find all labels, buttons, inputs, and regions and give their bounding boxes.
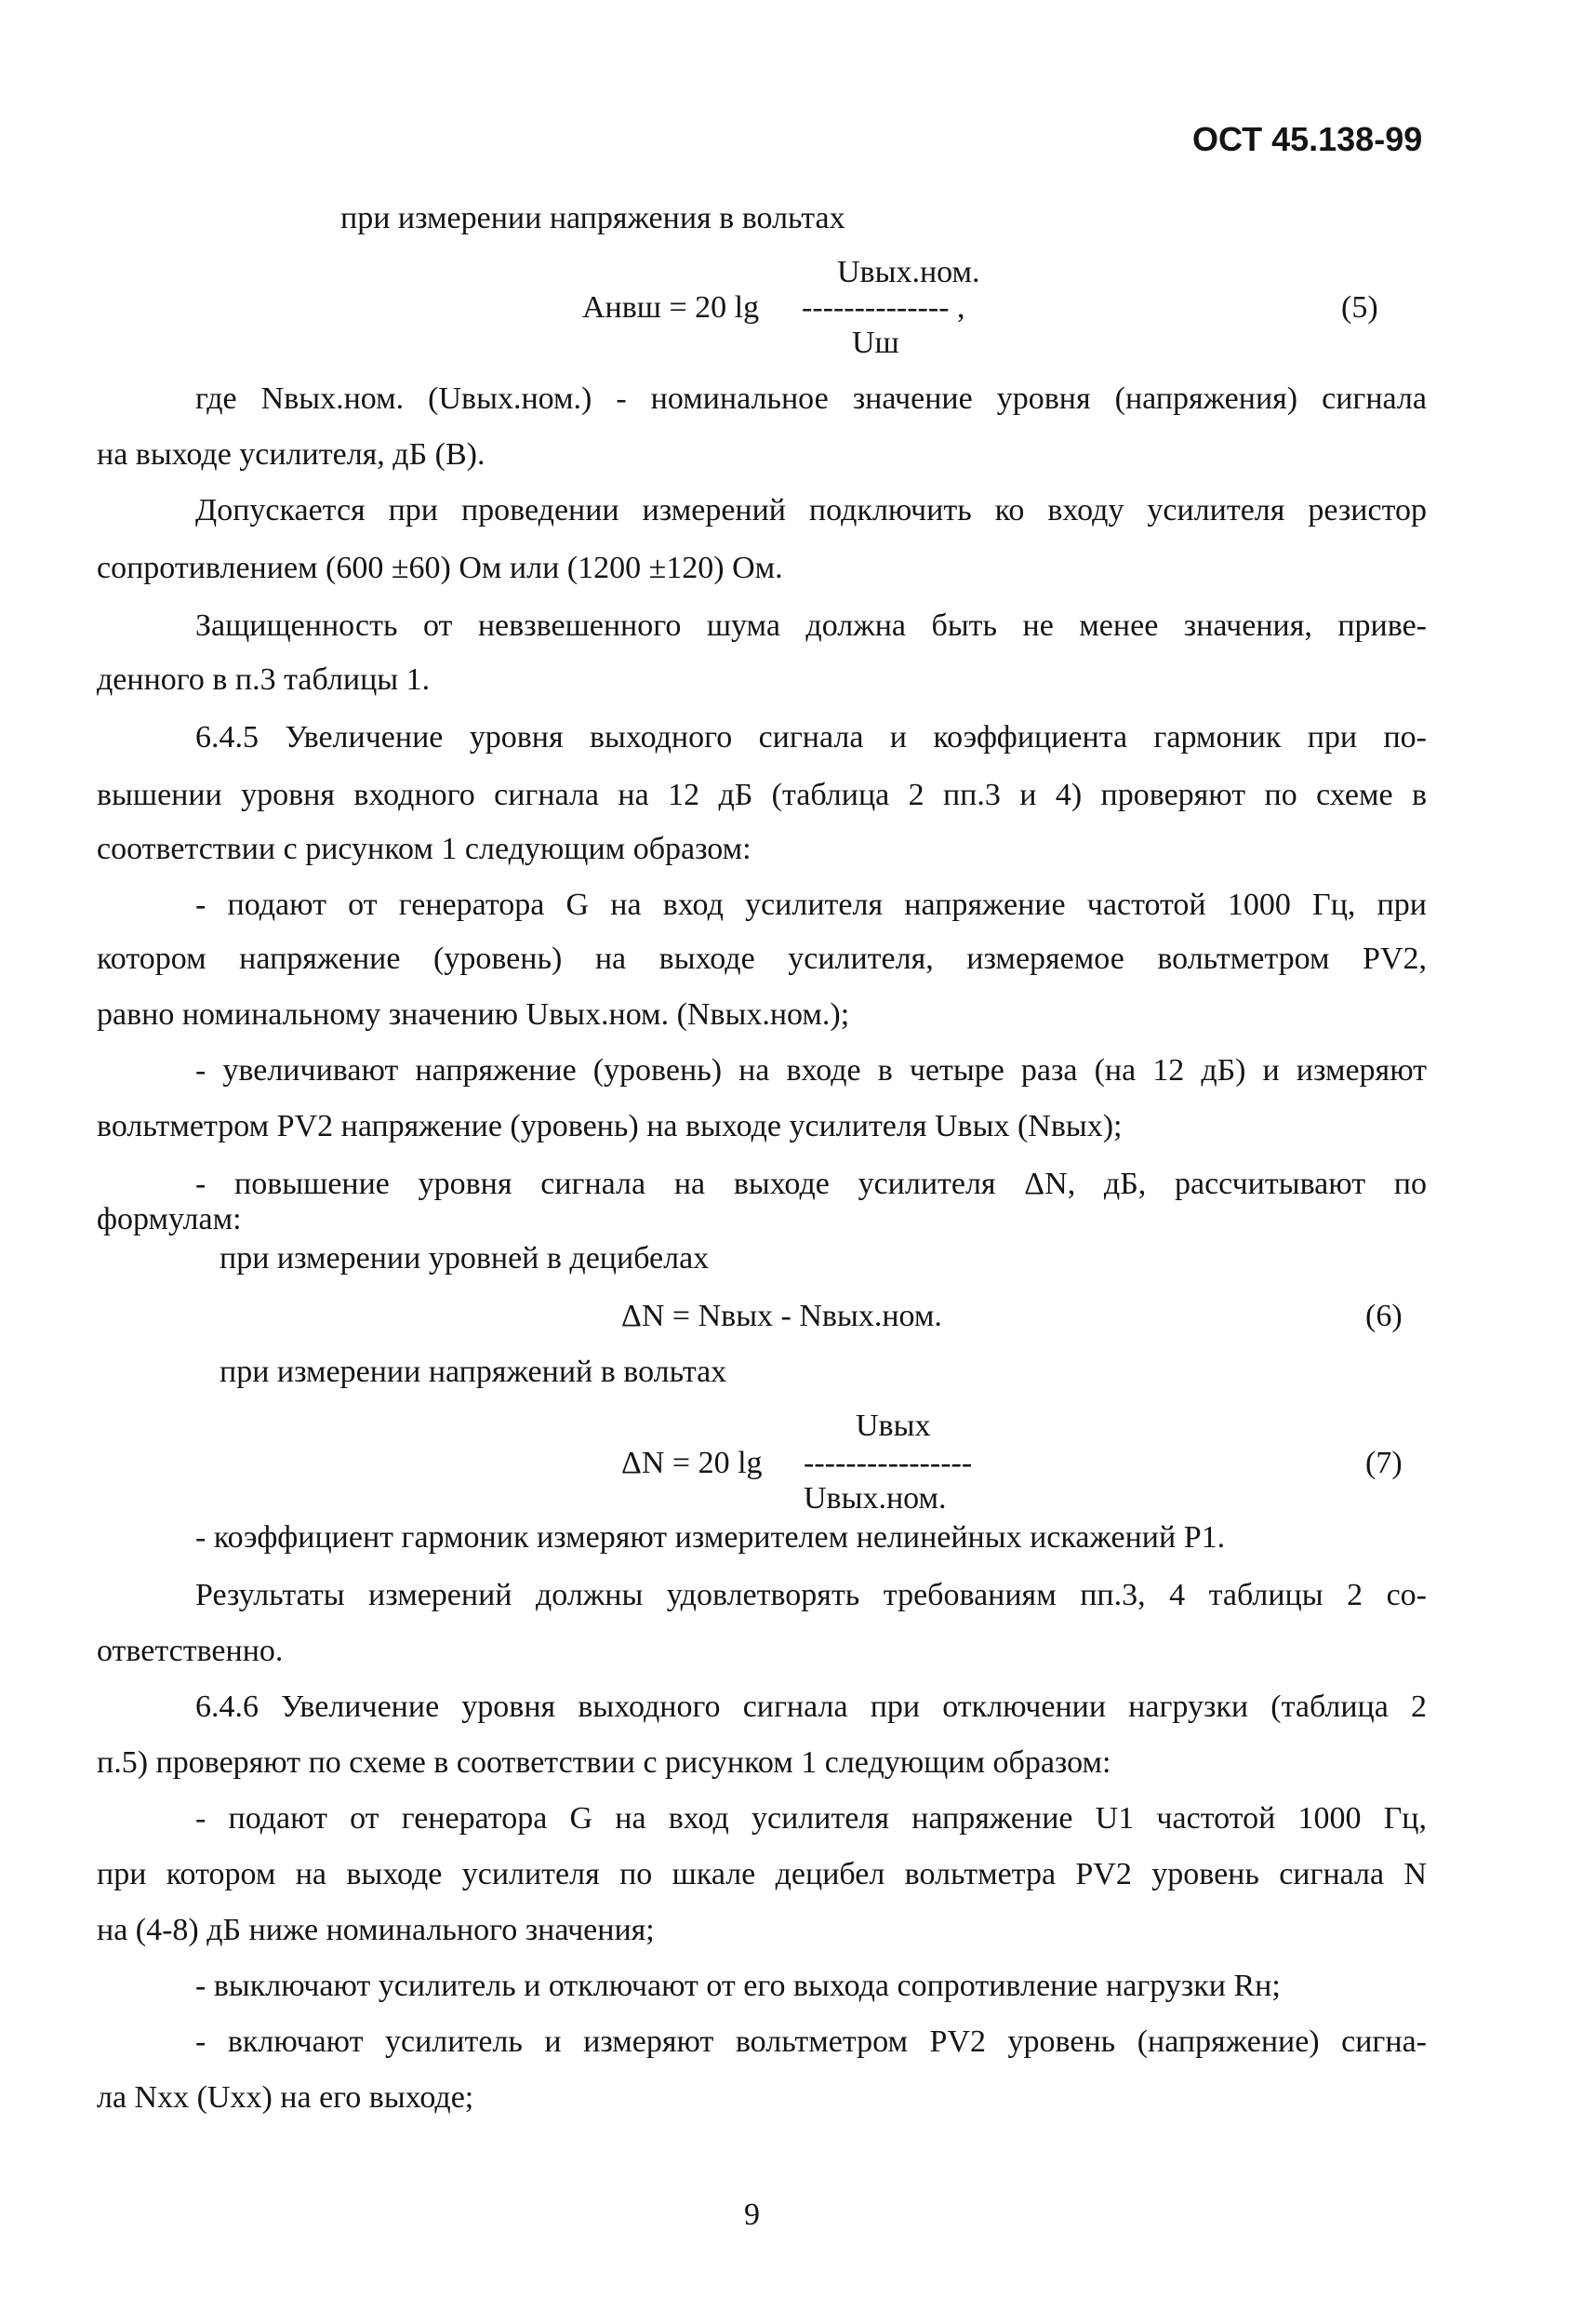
section-6-4-5-line: вышении уровня входного сигнала на 12 дБ (таблица 2 пп.3 и 4) проверяют по схеме в xyxy=(97,778,1427,812)
list-item-line: котором напряжение (уровень) на выходе усилителя, измеряемое вольтметром PV2, xyxy=(97,942,1427,976)
formula-6-number: (6) xyxy=(1365,1299,1403,1333)
formula-5-numerator: Uвых.ном. xyxy=(837,255,980,289)
list-item-line: - подают от генератора G на вход усилителя напряжение U1 частотой 1000 Гц, xyxy=(195,1801,1427,1836)
paragraph-line: сопротивлением (600 ±60) Ом или (1200 ±120) Ом. xyxy=(97,551,783,585)
formula-6-intro: при измерении уровней в децибелах xyxy=(219,1241,710,1276)
paragraph-line: ответственно. xyxy=(97,1634,284,1668)
paragraph-line: на выходе усилителя, дБ (В). xyxy=(97,437,485,472)
document-code: ОСТ 45.138-99 xyxy=(1192,120,1423,158)
formula-7-lhs: ΔN = 20 lg xyxy=(621,1446,763,1480)
paragraph-line: денного в п.3 таблицы 1. xyxy=(97,662,431,697)
list-item-line: ла Nxx (Uxx) на его выходе; xyxy=(97,2080,474,2115)
section-6-4-6-line: п.5) проверяют по схеме в соответствии с рисунком 1 следующим образом: xyxy=(97,1745,1111,1780)
formula-5-intro: при измерении напряжения в вольтах xyxy=(340,201,845,235)
section-6-4-5-line: соответствии с рисунком 1 следующим образом: xyxy=(97,832,751,866)
list-item-line: при котором на выходе усилителя по шкале децибел вольтметра PV2 уровень сигнала N xyxy=(97,1857,1427,1891)
list-item-line: на (4-8) дБ ниже номинального значения; xyxy=(97,1913,655,1947)
formula-7-number: (7) xyxy=(1365,1446,1403,1480)
paragraph-line: Результаты измерений должны удовлетворять требованиям пп.3, 4 таблицы 2 со- xyxy=(195,1578,1427,1612)
formula-7-fraction-bar: ---------------- xyxy=(804,1446,973,1480)
formula-5-number: (5) xyxy=(1341,290,1378,325)
formula-7-intro: при измерении напряжений в вольтах xyxy=(219,1355,727,1389)
list-item-line: вольтметром PV2 напряжение (уровень) на выходе усилителя Uвых (Nвых); xyxy=(97,1109,1123,1143)
list-item-line: - коэффициент гармоник измеряют измерителем нелинейных искажений P1. xyxy=(195,1520,1226,1555)
list-item-line: формулам: xyxy=(97,1202,242,1236)
section-6-4-5-line: 6.4.5 Увеличение уровня выходного сигнала и коэффициента гармоник при по- xyxy=(195,720,1427,755)
list-item-line: - увеличивают напряжение (уровень) на входе в четыре раза (на 12 дБ) и измеряют xyxy=(195,1053,1427,1088)
formula-7-numerator: Uвых xyxy=(856,1409,931,1443)
formula-7-denominator: Uвых.ном. xyxy=(804,1481,947,1516)
formula-5-fraction-bar: -------------- , xyxy=(802,290,965,325)
section-6-4-6-line: 6.4.6 Увеличение уровня выходного сигнала при отключении нагрузки (таблица 2 xyxy=(195,1690,1427,1724)
list-item-line: - выключают усилитель и отключают от его выхода сопротивление нагрузки Rн; xyxy=(195,1969,1281,2003)
page-number: 9 xyxy=(744,2197,760,2232)
paragraph-line: Защищенность от невзвешенного шума должна быть не менее значения, приве- xyxy=(195,608,1427,643)
paragraph-line: Допускается при проведении измерений подключить ко входу усилителя резистор xyxy=(195,493,1427,528)
list-item-line: равно номинальному значению Uвых.ном. (Nвых.ном.); xyxy=(97,997,850,1032)
list-item-line: - включают усилитель и измеряют вольтметром PV2 уровень (напряжение) сигна- xyxy=(195,2024,1427,2059)
formula-6-expression: ΔN = Nвых - Nвых.ном. xyxy=(621,1299,942,1333)
formula-5-denominator: Uш xyxy=(852,326,899,360)
list-item-line: - подают от генератора G на вход усилителя напряжение частотой 1000 Гц, при xyxy=(195,888,1427,922)
paragraph-line: где Nвых.ном. (Uвых.ном.) - номинальное значение уровня (напряжения) сигнала xyxy=(195,381,1427,416)
list-item-line: - повышение уровня сигнала на выходе усилителя ΔN, дБ, рассчитывают по xyxy=(195,1167,1427,1201)
formula-5-lhs: Анвш = 20 lg xyxy=(582,290,760,325)
